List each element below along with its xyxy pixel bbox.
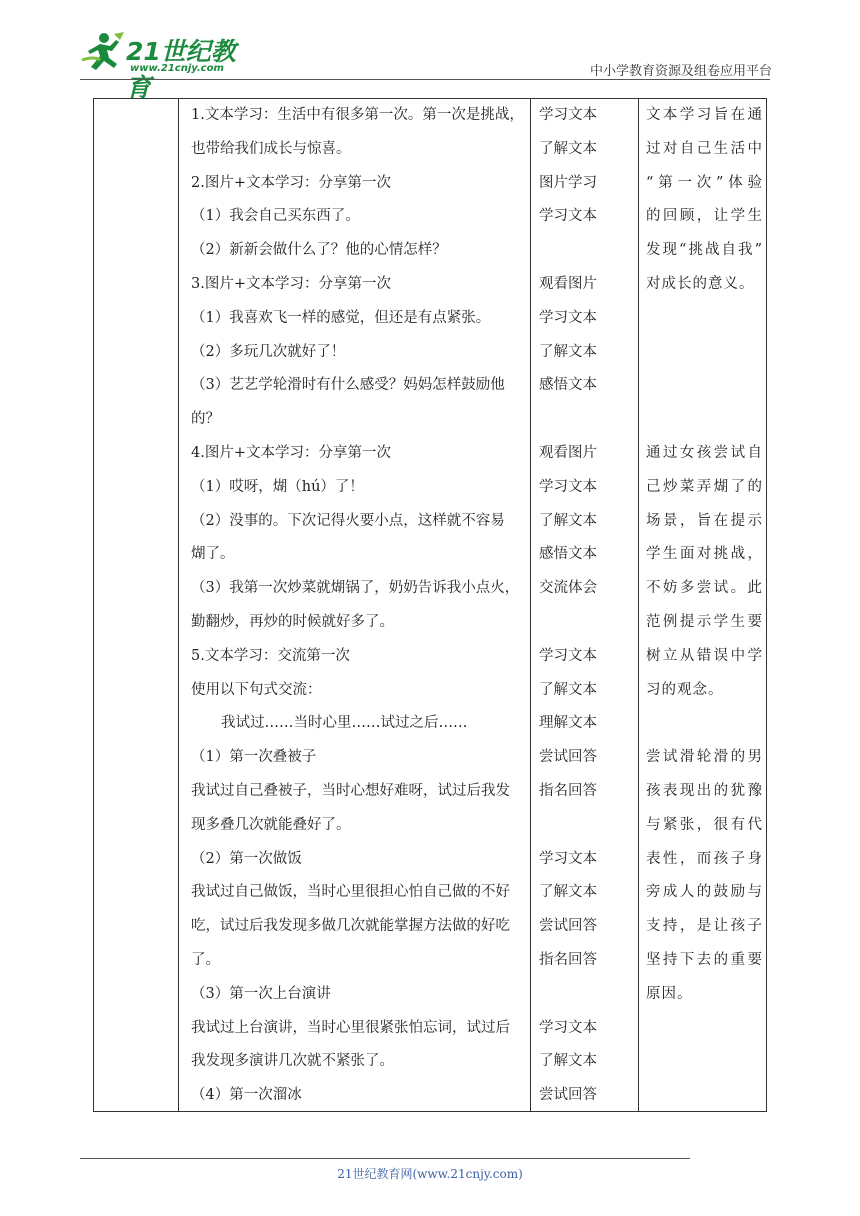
runner-logo-icon xyxy=(80,30,126,76)
content-line: 4.图片+文本学习：分享第一次 xyxy=(191,444,391,461)
activity-line: 了解文本 xyxy=(539,140,597,157)
activity-line: 学习文本 xyxy=(539,647,597,664)
activity-line: 感悟文本 xyxy=(539,546,597,563)
content-line: （2）没事的。下次记得火要小点，这样就不容易 xyxy=(191,512,505,529)
content-line: （3）第一次上台演讲 xyxy=(191,985,331,1002)
intent-line: 对成长的意义。 xyxy=(646,275,755,292)
content-line: 我试过自己叠被子，当时心想好难呀，试过后我发 xyxy=(191,782,510,799)
lesson-table xyxy=(93,98,767,1112)
activity-line: 尝试回答 xyxy=(539,749,597,766)
activity-line: 了解文本 xyxy=(539,343,597,360)
activity-line: 尝试回答 xyxy=(539,1087,597,1104)
activity-line: 指名回答 xyxy=(539,951,597,968)
intent-line: 与紧张，很有代 xyxy=(646,816,763,833)
activity-line: 图片学习 xyxy=(539,174,597,191)
intent-line xyxy=(646,369,763,403)
intent-line xyxy=(646,1079,763,1113)
intent-line: 孩表现出的犹豫 xyxy=(646,782,763,799)
teaching-content-column xyxy=(191,99,529,1113)
intent-line: 表性，而孩子身 xyxy=(646,850,763,867)
intent-line: 发现“挑战自我” xyxy=(646,242,763,259)
content-line: （2）新新会做什么了？他的心情怎样？ xyxy=(191,242,447,259)
intent-line: 的回顾，让学生 xyxy=(646,208,763,225)
logo-main-text: 21世纪教育 xyxy=(126,37,236,102)
intent-line: 范例提示学生要 xyxy=(646,613,763,630)
activity-line: 交流体会 xyxy=(539,580,597,597)
activity-line xyxy=(539,809,629,843)
intent-line: “第一次”体验 xyxy=(646,174,763,191)
intent-line: 不妨多尝试。此 xyxy=(646,580,763,597)
header-divider xyxy=(80,79,770,80)
intent-line: 旁成人的鼓励与 xyxy=(646,884,763,901)
activity-line: 观看图片 xyxy=(539,275,597,292)
content-line: 了。 xyxy=(191,951,220,968)
student-activity-column xyxy=(539,99,629,1113)
content-line: 煳了。 xyxy=(191,546,235,563)
content-line: （2）第一次做饭 xyxy=(191,850,302,867)
activity-line: 学习文本 xyxy=(539,1019,597,1036)
intent-line: 支持，是让孩子 xyxy=(646,918,763,935)
activity-line xyxy=(539,606,629,640)
activity-line: 尝试回答 xyxy=(539,918,597,935)
footer-divider xyxy=(80,1158,690,1159)
intent-line: 己炒菜弄煳了的 xyxy=(646,478,763,495)
intent-line: 习的观念。 xyxy=(646,681,724,698)
activity-line: 理解文本 xyxy=(539,715,597,732)
activity-line: 了解文本 xyxy=(539,1053,597,1070)
content-line: 2.图片+文本学习：分享第一次 xyxy=(191,174,391,191)
intent-line: 过对自己生活中 xyxy=(646,140,763,157)
intent-line: 文本学习旨在通 xyxy=(646,107,763,123)
activity-line xyxy=(539,978,629,1012)
page-header xyxy=(0,0,860,102)
content-line: （4）第一次溜冰 xyxy=(191,1087,302,1104)
activity-line: 指名回答 xyxy=(539,782,597,799)
content-line: 的？ xyxy=(191,411,220,428)
intent-line xyxy=(646,1045,763,1079)
activity-line: 感悟文本 xyxy=(539,377,597,394)
design-intent-column xyxy=(646,99,763,1113)
activity-line: 了解文本 xyxy=(539,512,597,529)
content-line: （1）我喜欢飞一样的感觉，但还是有点紧张。 xyxy=(191,309,491,326)
intent-line: 尝试滑轮滑的男 xyxy=(646,749,763,766)
content-line: 3.图片+文本学习：分享第一次 xyxy=(191,275,391,292)
content-line: 现多叠几次就能叠好了。 xyxy=(191,816,351,833)
intent-line: 坚持下去的重要 xyxy=(646,951,763,968)
content-line: （1）哎呀，煳（hú）了！ xyxy=(191,478,364,495)
intent-line: 场景，旨在提示 xyxy=(646,512,763,529)
intent-line: 树立从错误中学 xyxy=(646,647,763,664)
content-line: 我发现多演讲几次就不紧张了。 xyxy=(191,1053,394,1070)
content-line: （1）第一次叠被子 xyxy=(191,749,317,766)
intent-line xyxy=(646,403,763,437)
content-line: 吃，试过后我发现多做几次就能掌握方法做的好吃 xyxy=(191,918,510,935)
column-divider xyxy=(530,99,531,1111)
activity-line: 了解文本 xyxy=(539,884,597,901)
intent-line xyxy=(646,1012,763,1046)
content-line: （1）我会自己买东西了。 xyxy=(191,208,360,225)
content-line: （3）我第一次炒菜就煳锅了，奶奶告诉我小点火， xyxy=(191,580,520,597)
footer-link[interactable]: 21世纪教育网(www.21cnjy.com) xyxy=(337,1167,523,1181)
activity-line: 学习文本 xyxy=(539,850,597,867)
intent-line xyxy=(646,707,763,741)
activity-line: 学习文本 xyxy=(539,309,597,326)
activity-line: 学习文本 xyxy=(539,208,597,225)
content-line: （3）艺艺学轮滑时有什么感受？妈妈怎样鼓励他 xyxy=(191,377,505,394)
activity-line: 了解文本 xyxy=(539,681,597,698)
content-line: 我试过上台演讲，当时心里很紧张怕忘词，试过后 xyxy=(191,1019,510,1036)
content-line: 使用以下句式交流： xyxy=(191,681,322,698)
activity-line xyxy=(539,403,629,437)
content-line: 我试过自己做饭，当时心里很担心怕自己做的不好 xyxy=(191,884,510,901)
activity-line: 学习文本 xyxy=(539,478,597,495)
intent-line xyxy=(646,302,763,336)
logo-sub-text: www.21cnjy.com xyxy=(130,63,224,74)
content-line: 也带给我们成长与惊喜。 xyxy=(191,140,351,157)
content-line: （2）多玩几次就好了！ xyxy=(191,343,346,360)
intent-line: 原因。 xyxy=(646,985,693,1002)
content-line: 1.文本学习：生活中有很多第一次。第一次是挑战， xyxy=(191,107,524,123)
content-line: 5.文本学习：交流第一次 xyxy=(191,647,350,664)
site-logo[interactable] xyxy=(80,28,250,102)
column-divider xyxy=(638,99,639,1111)
platform-name: 中小学教育资源及组卷应用平台 xyxy=(589,64,772,79)
activity-line xyxy=(539,234,629,268)
intent-line xyxy=(646,336,763,370)
activity-line: 学习文本 xyxy=(539,107,597,123)
content-line: 我试过……当时心里……试过之后…… xyxy=(221,715,468,732)
intent-line: 学生面对挑战， xyxy=(646,546,763,563)
column-divider xyxy=(178,99,179,1111)
activity-line: 观看图片 xyxy=(539,444,597,461)
intent-line: 通过女孩尝试自 xyxy=(646,444,763,461)
content-line: 勤翻炒，再炒的时候就好多了。 xyxy=(191,613,394,630)
